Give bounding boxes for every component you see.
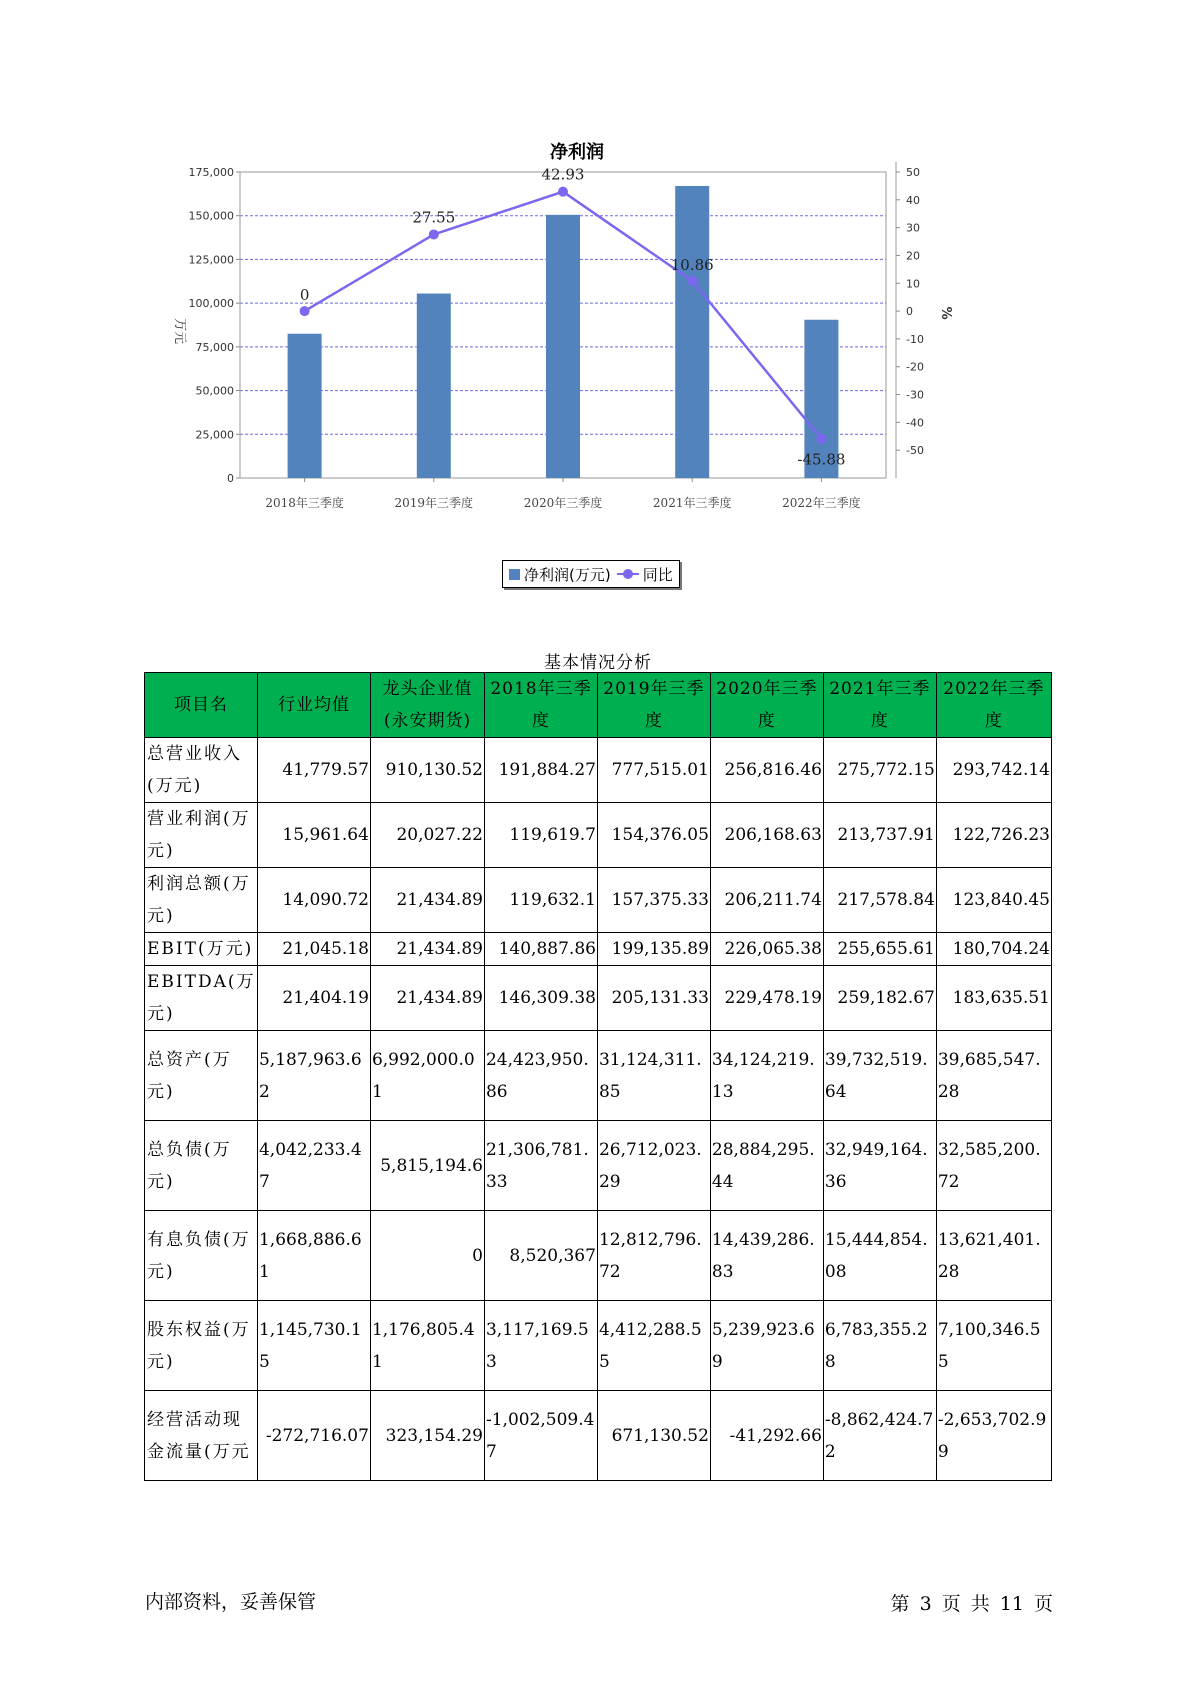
footer-page-number: 第 3 页 共 11 页 [890, 1593, 1053, 1615]
legend-bar-label: 净利润(万元) [524, 565, 611, 584]
table-cell: 32,949,164.36 [823, 1121, 936, 1211]
header-2022q3: 2022年三季度 [936, 673, 1051, 738]
table-cell: 41,779.57 [257, 738, 370, 803]
x-tick-label: 2019年三季度 [394, 496, 474, 510]
table-cell: 323,154.29 [370, 1391, 484, 1481]
table-cell: 26,712,023.29 [597, 1121, 710, 1211]
y2-tick-label: 10 [906, 277, 920, 291]
table-cell: 21,045.18 [257, 933, 370, 966]
yoy-data-label: 0 [299, 286, 310, 305]
table-cell: 206,211.74 [710, 868, 823, 933]
legend-line-label: 同比 [642, 565, 673, 584]
table-cell: 21,434.89 [370, 868, 484, 933]
x-tick-label: 2018年三季度 [265, 496, 344, 510]
table-cell: 14,090.72 [257, 868, 370, 933]
table-row [145, 868, 1052, 933]
x-tick-label: 2021年三季度 [652, 496, 732, 510]
yoy-point [429, 229, 439, 239]
table-cell: 39,685,547.28 [936, 1031, 1051, 1121]
table-cell: 122,726.23 [936, 803, 1051, 868]
y2-tick-label: -40 [906, 416, 924, 430]
table-cell: 7,100,346.55 [936, 1301, 1051, 1391]
table-title: 基本情况分析 [544, 653, 652, 673]
row-label: 经营活动现金流量(万元 [145, 1391, 258, 1481]
table-cell: 183,635.51 [936, 966, 1051, 1031]
header-2018q3: 2018年三季度 [484, 673, 597, 738]
table-cell: 34,124,219.13 [710, 1031, 823, 1121]
table-cell: 206,168.63 [710, 803, 823, 868]
table-row [145, 933, 1052, 966]
table-cell: 21,404.19 [257, 966, 370, 1031]
y2-tick-label: -20 [906, 360, 924, 374]
table-cell: 5,239,923.69 [710, 1301, 823, 1391]
table-cell: 0 [370, 1211, 484, 1301]
y-tick-label: 150,000 [188, 209, 234, 223]
table-cell: 15,961.64 [257, 803, 370, 868]
y-tick-label: 75,000 [195, 340, 234, 354]
table-cell: 12,812,796.72 [597, 1211, 710, 1301]
footer-confidential: 内部资料，妥善保管 [145, 1591, 317, 1613]
table-cell: 20,027.22 [370, 803, 484, 868]
table-cell: 15,444,854.08 [823, 1211, 936, 1301]
yoy-point [558, 187, 568, 197]
table-cell: -41,292.66 [710, 1391, 823, 1481]
bar [546, 215, 580, 478]
table-cell: 1,145,730.15 [257, 1301, 370, 1391]
y-axis-label: 万元 [172, 317, 187, 345]
table-cell: 1,668,886.61 [257, 1211, 370, 1301]
bar [288, 334, 322, 478]
table-header-row [145, 673, 1052, 738]
yoy-data-label: 10.86 [670, 255, 714, 274]
table-cell: 229,478.19 [710, 966, 823, 1031]
table-cell: 24,423,950.86 [484, 1031, 597, 1121]
header-leader-value: 龙头企业值(永安期货) [370, 673, 484, 738]
row-label: 股东权益(万元) [145, 1301, 258, 1391]
table-cell: 255,655.61 [823, 933, 936, 966]
bar [675, 186, 709, 478]
y2-tick-label: -10 [906, 332, 924, 346]
basic-analysis-table [144, 672, 1052, 1481]
table-cell: 3,117,169.53 [484, 1301, 597, 1391]
table-body [145, 738, 1052, 1481]
table-cell: 157,375.33 [597, 868, 710, 933]
table-cell: 154,376.05 [597, 803, 710, 868]
header-2020q3: 2020年三季度 [710, 673, 823, 738]
x-tick-label: 2022年三季度 [782, 496, 861, 510]
table-cell: 6,783,355.28 [823, 1301, 936, 1391]
table-cell: 123,840.45 [936, 868, 1051, 933]
header-item-name: 项目名 [145, 673, 258, 738]
yoy-data-label: 42.93 [541, 165, 585, 184]
y2-axis-label: % [938, 306, 953, 320]
table-cell: 671,130.52 [597, 1391, 710, 1481]
table-row [145, 1121, 1052, 1211]
y-tick-label: 125,000 [188, 253, 234, 267]
table-cell: 4,042,233.47 [257, 1121, 370, 1211]
table-cell: 191,884.27 [484, 738, 597, 803]
table-cell: 32,585,200.72 [936, 1121, 1051, 1211]
table-cell: 31,124,311.85 [597, 1031, 710, 1121]
bar [417, 294, 451, 478]
table-cell: -8,862,424.72 [823, 1391, 936, 1481]
table-cell: 205,131.33 [597, 966, 710, 1031]
y-tick-label: 0 [227, 472, 234, 485]
yoy-data-label: -45.88 [797, 450, 846, 469]
row-label: 营业利润(万元) [145, 803, 258, 868]
yoy-data-label: 27.55 [412, 208, 456, 227]
table-cell: 180,704.24 [936, 933, 1051, 966]
row-label: EBIT(万元) [145, 933, 258, 966]
row-label: 有息负债(万元) [145, 1211, 258, 1301]
table-cell: 119,619.7 [484, 803, 597, 868]
chart-title: 净利润 [550, 142, 604, 163]
row-label: 利润总额(万元) [145, 868, 258, 933]
table-row [145, 1031, 1052, 1121]
table-row [145, 803, 1052, 868]
yoy-point [816, 434, 826, 444]
y2-tick-label: 30 [906, 221, 920, 235]
table-cell: 8,520,367 [484, 1211, 597, 1301]
table-cell: 5,815,194.6 [370, 1121, 484, 1211]
table-row [145, 966, 1052, 1031]
y2-tick-label: 40 [906, 193, 920, 207]
header-industry-avg: 行业均值 [257, 673, 370, 738]
table-cell: 217,578.84 [823, 868, 936, 933]
table-cell: 4,412,288.55 [597, 1301, 710, 1391]
legend-line-swatch [617, 569, 639, 579]
table-cell: -272,716.07 [257, 1391, 370, 1481]
table-cell: 13,621,401.28 [936, 1211, 1051, 1301]
table-row [145, 738, 1052, 803]
y2-tick-label: -30 [906, 388, 924, 402]
table-cell: 21,434.89 [370, 933, 484, 966]
x-tick-label: 2020年三季度 [523, 496, 603, 510]
table-cell: -2,653,702.99 [936, 1391, 1051, 1481]
row-label: 总营业收入(万元) [145, 738, 258, 803]
table-cell: 275,772.15 [823, 738, 936, 803]
y2-tick-label: 0 [906, 305, 913, 319]
y-tick-label: 100,000 [188, 297, 234, 311]
y2-tick-label: -50 [906, 444, 924, 458]
table-cell: -1,002,509.47 [484, 1391, 597, 1481]
table-cell: 259,182.67 [823, 966, 936, 1031]
row-label: EBITDA(万元) [145, 966, 258, 1031]
table-cell: 256,816.46 [710, 738, 823, 803]
table-cell: 293,742.14 [936, 738, 1051, 803]
table-cell: 213,737.91 [823, 803, 936, 868]
table-row [145, 1211, 1052, 1301]
table-cell: 146,309.38 [484, 966, 597, 1031]
yoy-point [687, 276, 697, 286]
y2-tick-label: 20 [906, 249, 920, 263]
row-label: 总资产(万元) [145, 1031, 258, 1121]
table-cell: 21,306,781.33 [484, 1121, 597, 1211]
y2-tick-label: 50 [906, 166, 920, 179]
table-cell: 199,135.89 [597, 933, 710, 966]
table-cell: 910,130.52 [370, 738, 484, 803]
chart-legend[interactable] [502, 560, 680, 588]
table-cell: 6,992,000.01 [370, 1031, 484, 1121]
header-2019q3: 2019年三季度 [597, 673, 710, 738]
table-cell: 39,732,519.64 [823, 1031, 936, 1121]
row-label: 总负债(万元) [145, 1121, 258, 1211]
table-cell: 777,515.01 [597, 738, 710, 803]
legend-bar-swatch [509, 569, 520, 580]
table-row [145, 1301, 1052, 1391]
table-cell: 119,632.1 [484, 868, 597, 933]
net-profit-chart [170, 138, 990, 598]
table-cell: 1,176,805.41 [370, 1301, 484, 1391]
y-tick-label: 175,000 [188, 166, 234, 179]
table-cell: 14,439,286.83 [710, 1211, 823, 1301]
table-cell: 226,065.38 [710, 933, 823, 966]
table-cell: 28,884,295.44 [710, 1121, 823, 1211]
yoy-point [300, 306, 310, 316]
table-cell: 21,434.89 [370, 966, 484, 1031]
chart-svg [170, 138, 990, 558]
y-tick-label: 50,000 [195, 384, 234, 398]
table-row [145, 1391, 1052, 1481]
y-tick-label: 25,000 [195, 428, 234, 442]
table-cell: 140,887.86 [484, 933, 597, 966]
header-2021q3: 2021年三季度 [823, 673, 936, 738]
table-cell: 5,187,963.62 [257, 1031, 370, 1121]
